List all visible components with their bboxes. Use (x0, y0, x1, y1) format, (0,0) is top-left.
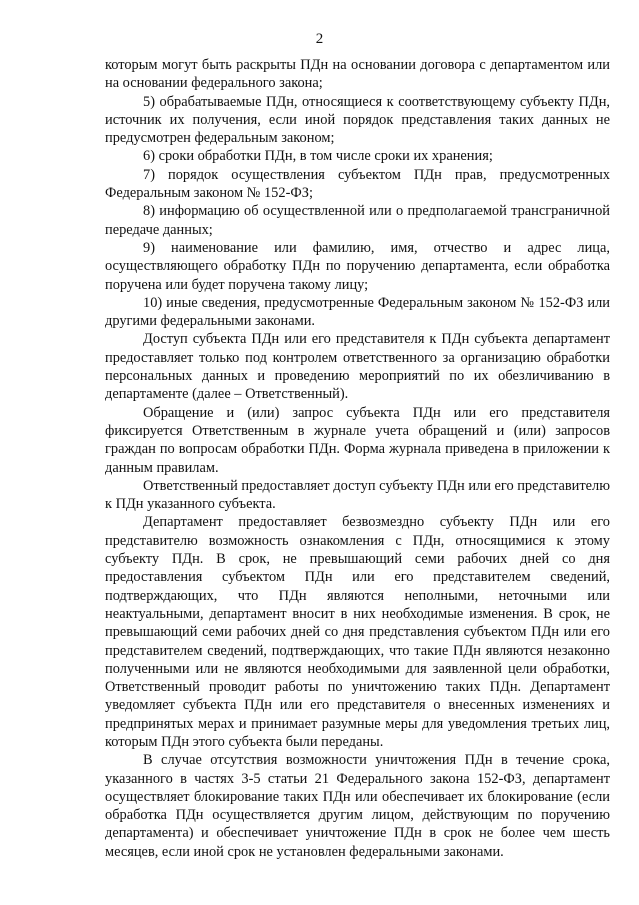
page-number: 2 (315, 31, 324, 47)
document-body (105, 56, 610, 861)
list-item-7: 7) порядок осуществления субъектом ПДн прав, предусмотренных Федеральным законом № 152-ФЗ; (105, 166, 610, 202)
list-item-5: 5) обрабатываемые ПДн, относящиеся к соответствующему субъекту ПДн, источник их получения, если иной порядок представления таких данных не предусмотрен федеральным законом; (105, 93, 610, 147)
list-item-9: 9) наименование или фамилию, имя, отчество и адрес лица, осуществляющего обработку ПДн по поручению департамента, если обработка поручена или будет поручена такому лицу; (105, 239, 610, 293)
paragraph-access: Доступ субъекта ПДн или его представителя к ПДн субъекта департамент предоставляет только под контролем ответственного за организацию обработки персональных данных и проведению мероприятий по их обезличиванию в департаменте (далее – Ответственный). (105, 331, 610, 403)
paragraph-blocking: В случае отсутствия возможности уничтожения ПДн в течение срока, указанного в частях 3-5 статьи 21 Федерального закона 152-ФЗ, департамент осуществляет блокирование таких ПДн или обеспечивает их блокирование (если обработка ПДн осуществляется другим лицом, действующим по поручению департамента) и обеспечивает уничтожение ПДн в срок не более чем шесть месяцев, если иной срок не установлен федеральными законами. (105, 752, 610, 860)
paragraph-request-log: Обращение и (или) запрос субъекта ПДн или его представителя фиксируется Ответственным в журнале учета обращений и (или) запросов граждан по вопросам обработки ПДн. Форма журнала приведена в приложении к данным правилам. (105, 404, 610, 476)
paragraph-familiarization: Департамент предоставляет безвозмездно субъекту ПДн или его представителю возможность ознакомления с ПДн, относящимися к этому субъекту ПДн. В срок, не превышающий семи рабочих дней со дня предоставления субъектом ПДн или его представителем сведений, подтверждающих, что ПДн являются неполными, неточными или неактуальными, департамент вносит в них необходимые изменения. В срок, не превышающий семи рабочих дней со дня представления субъектом ПДн или его представителем сведений, подтверждающих, что такие ПДн являются незаконно полученными или не являются необходимыми для заявленной цели обработки, Ответственный проводит работы по уничтожению таких ПДн. Департамент уведомляет субъекта ПДн или его представителя о внесенных изменениях и предпринятых мерах и принимает разумные меры для уведомления третьих лиц, которым ПДн этого субъекта были переданы. (105, 514, 610, 750)
list-item-6: 6) сроки обработки ПДн, в том числе сроки их хранения; (143, 148, 493, 165)
list-item-10: 10) иные сведения, предусмотренные Федеральным законом № 152-ФЗ или другими федеральными законами. (105, 294, 610, 330)
paragraph-continuation: которым могут быть раскрыты ПДн на основании договора с департаментом или на основании федерального закона; (105, 57, 610, 92)
paragraph-responsible-access: Ответственный предоставляет доступ субъекту ПДн или его представителю к ПДн указанного субъекта. (105, 477, 610, 513)
list-item-8: 8) информацию об осуществленной или о предполагаемой трансграничной передаче данных; (105, 203, 610, 238)
